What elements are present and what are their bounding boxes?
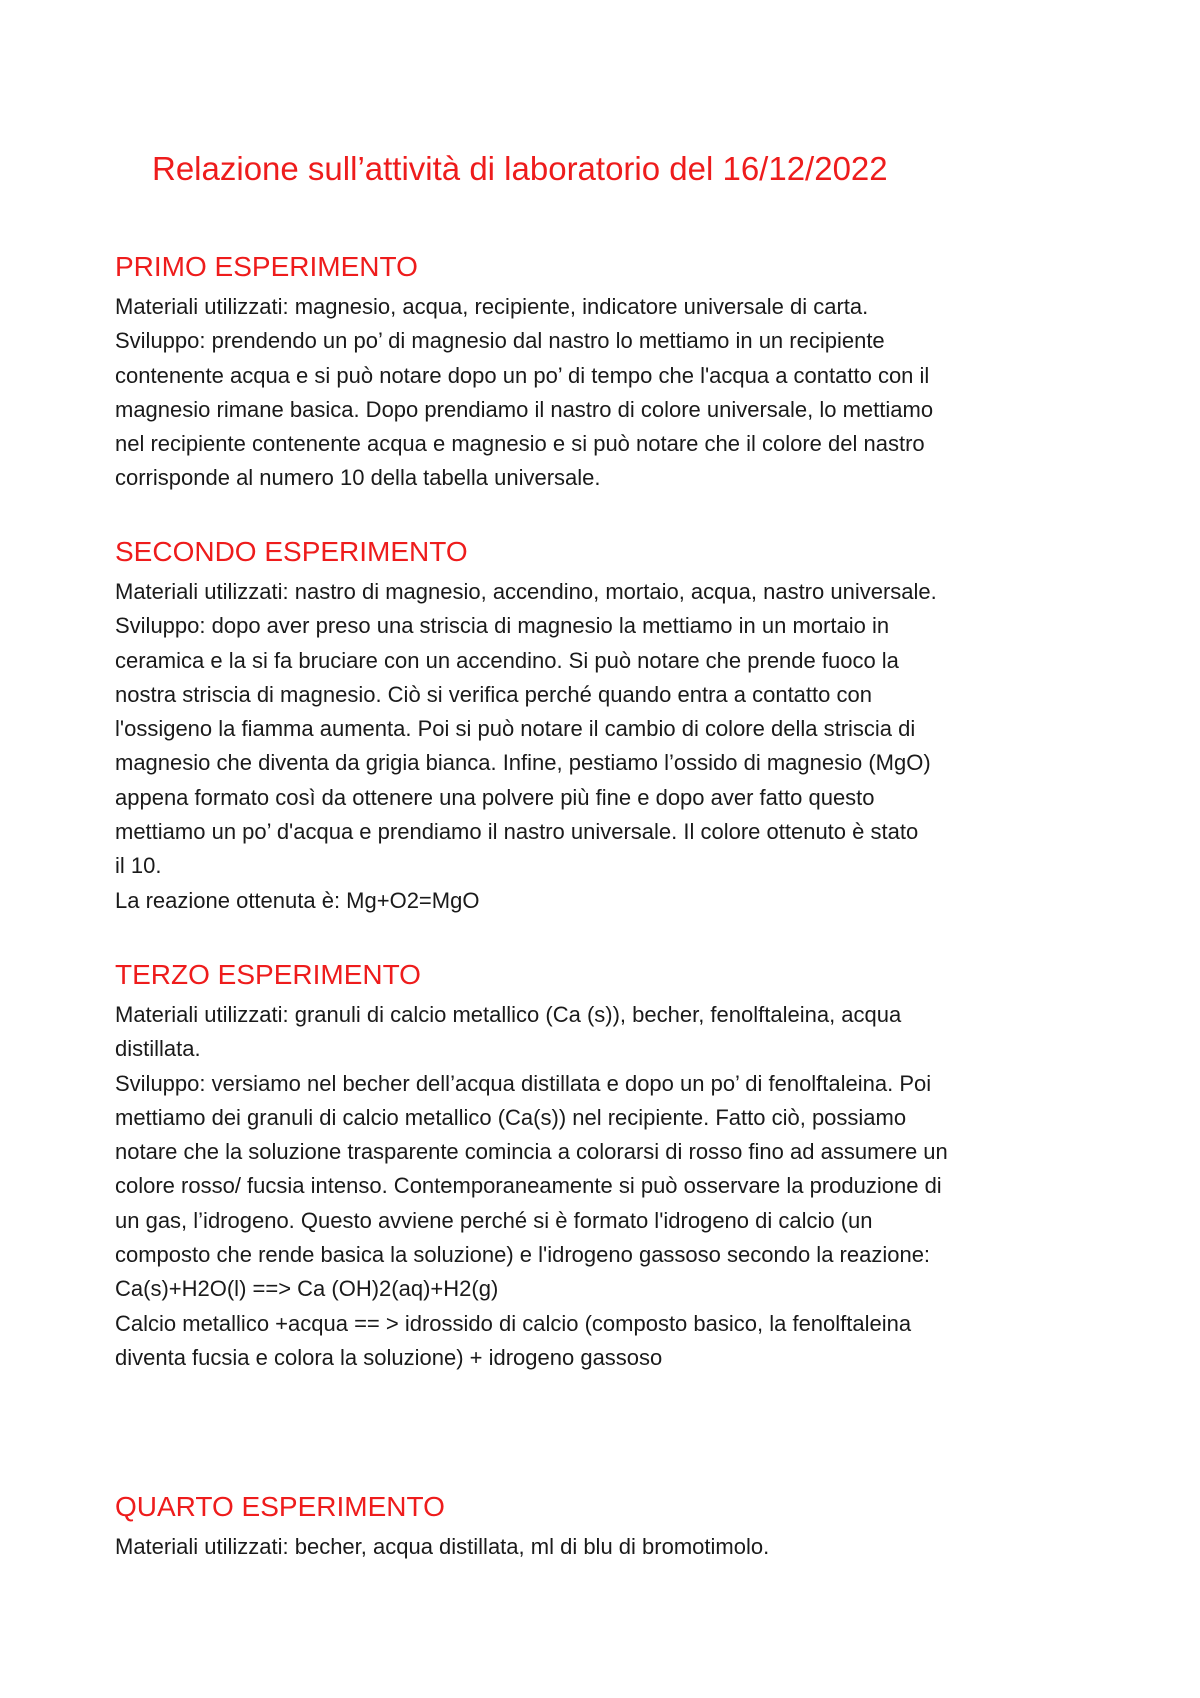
section-terzo-esperimento [115,956,1115,1375]
section-secondo-esperimento [115,533,1115,918]
text-line: Sviluppo: dopo aver preso una striscia di magnesio la mettiamo in un mortaio in [115,613,890,639]
text-line: Calcio metallico +acqua == > idrossido di calcio (composto basico, la fenolftaleina [115,1310,912,1336]
text-line: notare che la soluzione trasparente comincia a colorarsi di rosso fino ad assumere un [115,1139,948,1165]
section-heading: PRIMO ESPERIMENTO [115,251,418,282]
text-line: l'ossigeno la fiamma aumenta. Poi si può notare il cambio di colore della striscia di [115,716,916,742]
text-line: Sviluppo: prendendo un po’ di magnesio dal nastro lo mettiamo in un recipiente [115,328,885,354]
text-line: Materiali utilizzati: magnesio, acqua, recipiente, indicatore universale di carta. [115,294,869,319]
text-line: corrisponde al numero 10 della tabella universale. [115,465,601,491]
reaction-line: Ca(s)+H2O(l) ==> Ca (OH)2(aq)+H2(g) [115,1276,499,1302]
text-line: Materiali utilizzati: granuli di calcio metallico (Ca (s)), becher, fenolftaleina, acqua [115,1002,902,1027]
text-line: Materiali utilizzati: nastro di magnesio, accendino, mortaio, acqua, nastro universale. [115,579,937,604]
section-primo-esperimento [115,248,1115,496]
text-line: il 10. [115,853,162,879]
text-line: colore rosso/ fucsia intenso. Contemporaneamente si può osservare la produzione di [115,1173,942,1199]
page-title: Relazione sull’attività di laboratorio del 16/12/2022 [152,150,888,187]
section-quarto-esperimento [115,1488,1115,1564]
text-line: composto che rende basica la soluzione) e l'idrogeno gassoso secondo la reazione: [115,1242,931,1268]
text-line: appena formato così da ottenere una polvere più fine e dopo aver fatto questo [115,784,875,810]
text-line: mettiamo dei granuli di calcio metallico (Ca(s)) nel recipiente. Fatto ciò, possiamo [115,1104,907,1130]
text-line: Sviluppo: versiamo nel becher dell’acqua distillata e dopo un po’ di fenolftaleina. Poi [115,1070,932,1096]
text-line: nel recipiente contenente acqua e magnesio e si può notare che il colore del nastro [115,431,925,457]
reaction-line: La reazione ottenuta è: Mg+O2=MgO [115,887,480,913]
text-line: diventa fucsia e colora la soluzione) + idrogeno gassoso [115,1344,663,1370]
text-line: magnesio che diventa da grigia bianca. Infine, pestiamo l’ossido di magnesio (MgO) [115,750,931,776]
text-line: ceramica e la si fa bruciare con un accendino. Si può notare che prende fuoco la [115,647,899,673]
text-line: nostra striscia di magnesio. Ciò si verifica perché quando entra a contatto con [115,681,872,707]
section-heading: QUARTO ESPERIMENTO [115,1491,445,1522]
text-line: distillata. [115,1036,201,1062]
section-heading: SECONDO ESPERIMENTO [115,536,468,567]
text-line: Materiali utilizzati: becher, acqua distillata, ml di blu di bromotimolo. [115,1534,770,1559]
section-heading: TERZO ESPERIMENTO [115,959,421,990]
text-line: un gas, l’idrogeno. Questo avviene perché si è formato l'idrogeno di calcio (un [115,1207,873,1233]
text-line: contenente acqua e si può notare dopo un po’ di tempo che l'acqua a contatto con il [115,362,930,388]
text-line: magnesio rimane basica. Dopo prendiamo il nastro di colore universale, lo mettiamo [115,396,934,422]
text-line: mettiamo un po’ d'acqua e prendiamo il nastro universale. Il colore ottenuto è stato [115,819,919,845]
